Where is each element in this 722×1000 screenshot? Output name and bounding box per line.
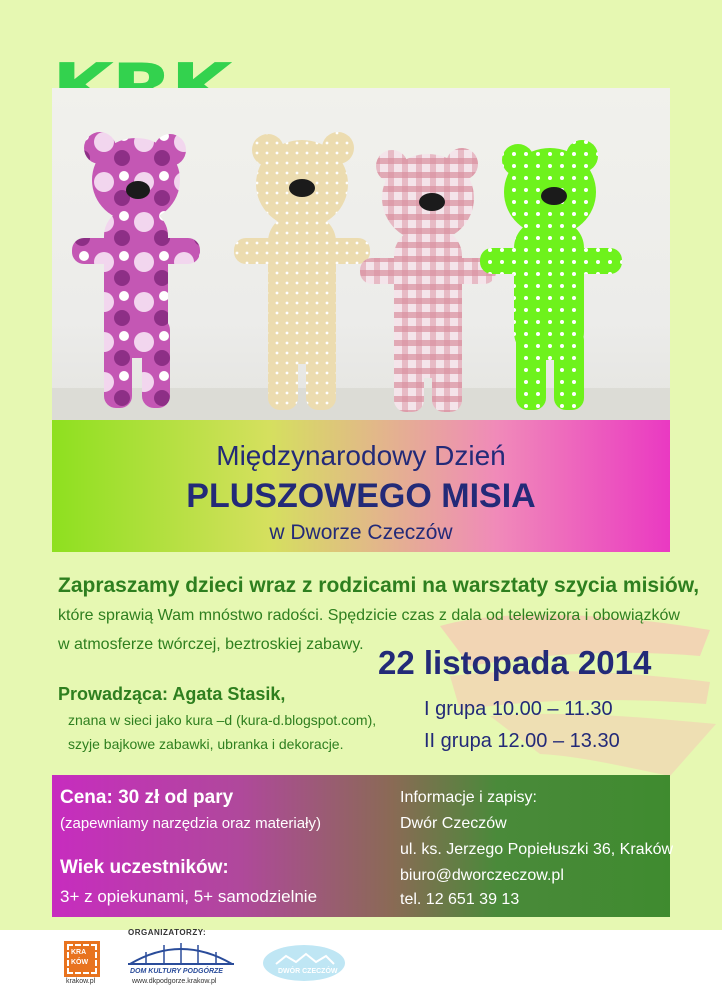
manor-icon xyxy=(262,944,346,982)
krakow-logo-top: KRA xyxy=(71,949,87,956)
dkp-name: DOM KULTURY PODGÓRZE xyxy=(130,968,223,975)
krakow-url: krakow.pl xyxy=(66,978,96,985)
host-label: Prowadząca: Agata Stasik, xyxy=(58,684,286,704)
event-date: 22 listopada 2014 xyxy=(378,644,652,681)
bridge-icon xyxy=(126,938,236,968)
krakow-logo-box xyxy=(64,941,100,977)
age-value: 3+ z opiekunami, 5+ samodzielnie xyxy=(60,887,318,906)
host-line-1: znana w sieci jako kura –d (kura-d.blogspot.com), xyxy=(68,712,377,728)
contact-venue: Dwór Czeczów xyxy=(400,815,507,832)
bear-beige xyxy=(234,132,370,410)
price-label: Cena: 30 zł od pary xyxy=(60,787,234,808)
age-label: Wiek uczestników: xyxy=(60,857,229,878)
bear-green xyxy=(480,140,622,410)
intro-lead: Zapraszamy dzieci wraz z rodzicami na warsztaty szycia misiów, xyxy=(58,574,700,597)
krakow-logo xyxy=(64,941,100,985)
organizers-label: ORGANIZATORZY: xyxy=(128,928,207,937)
dkp-url: www.dkpodgorze.krakow.pl xyxy=(132,978,217,985)
contact-heading: Informacje i zapisy: xyxy=(400,789,537,806)
price-note: (zapewniamy narzędzia oraz materiały) xyxy=(60,815,321,832)
contact-email: biuro@dworczeczow.pl xyxy=(400,867,564,884)
title-line-2: PLUSZOWEGO MISIA xyxy=(186,477,536,515)
teddy-bears-photo xyxy=(52,88,670,420)
title-line-3: w Dworze Czeczów xyxy=(269,521,453,544)
bear-floral xyxy=(72,132,200,408)
details-band xyxy=(52,775,674,917)
bear-gingham xyxy=(360,148,496,412)
dkp-logo xyxy=(126,938,236,988)
intro-line-2: które sprawią Wam mnóstwo radości. Spędzicie czas z dala od telewizora i obowiązków xyxy=(58,607,680,624)
contact-phone: tel. 12 651 39 13 xyxy=(400,891,520,908)
dwor-name: DWÓR CZECZÓW xyxy=(278,968,338,975)
teddy-bears-illustration xyxy=(52,88,670,420)
intro-line-3: w atmosferze twórczej, beztroskiej zabawy. xyxy=(58,636,364,653)
group-2-time: II grupa 12.00 – 13.30 xyxy=(424,730,620,752)
host-line-2: szyje bajkowe zabawki, ubranka i dekoracje. xyxy=(68,736,344,752)
dwor-czeczow-logo xyxy=(262,944,346,982)
group-1-time: I grupa 10.00 – 11.30 xyxy=(424,698,613,720)
title-band xyxy=(52,420,670,552)
contact-address: ul. ks. Jerzego Popiełuszki 36, Kraków xyxy=(400,841,674,858)
title-line-1: Międzynarodowy Dzień xyxy=(216,440,506,471)
krakow-logo-bottom: KÓW xyxy=(71,959,89,966)
